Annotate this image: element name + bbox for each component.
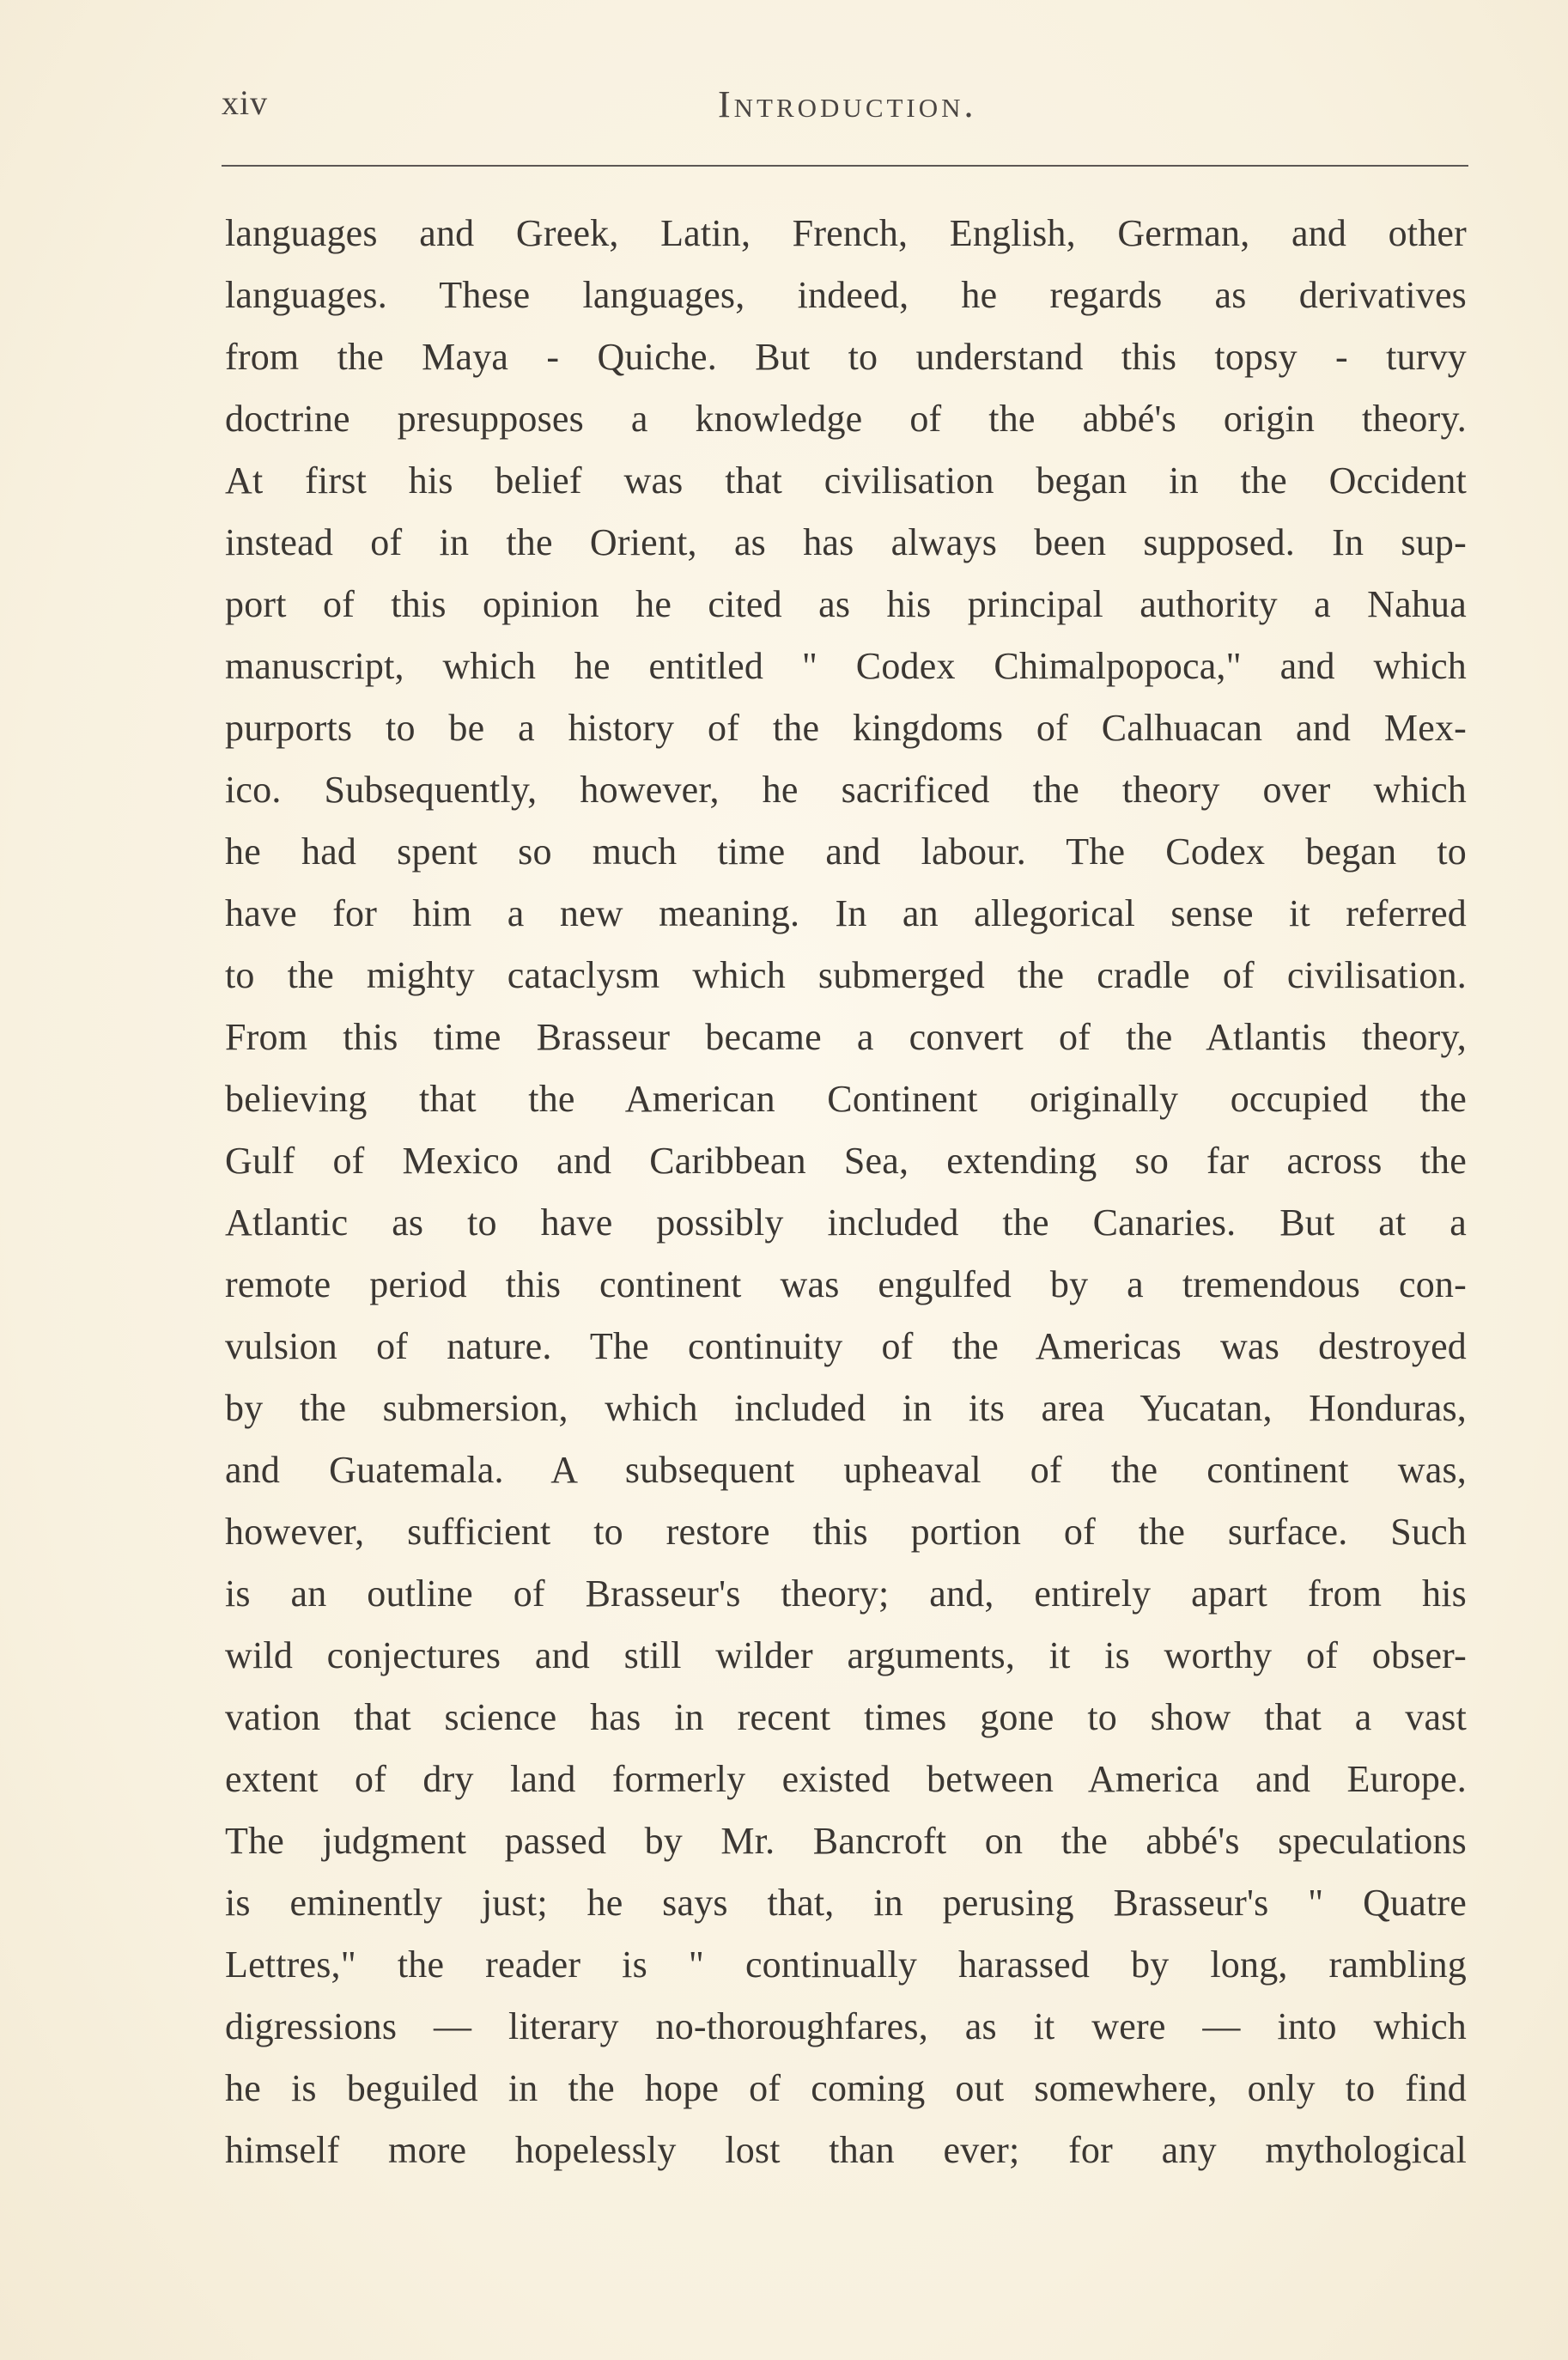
text-line: Gulf of Mexico and Caribbean Sea, extending so far across the bbox=[225, 1140, 1467, 1182]
text-line: purports to be a history of the kingdoms of Calhuacan and Mex- bbox=[225, 707, 1467, 749]
text-line: languages. These languages, indeed, he regards as derivatives bbox=[225, 274, 1467, 316]
text-line: however, sufficient to restore this portion of the surface. Such bbox=[225, 1511, 1467, 1553]
text-line: Atlantic as to have possibly included the Canaries. But at a bbox=[225, 1201, 1467, 1244]
text-line: is eminently just; he says that, in perusing Brasseur's " Quatre bbox=[225, 1882, 1467, 1924]
text-line: doctrine presupposes a knowledge of the abbé's origin theory. bbox=[225, 398, 1467, 440]
text-line: digressions — literary no-thoroughfares, as it were — into which bbox=[225, 2005, 1467, 2047]
text-line: vulsion of nature. The continuity of the Americas was destroyed bbox=[225, 1325, 1467, 1367]
text-line: remote period this continent was engulfed by a tremendous con- bbox=[225, 1263, 1467, 1305]
text-line: himself more hopelessly lost than ever; for any mythological bbox=[225, 2129, 1467, 2171]
text-line: wild conjectures and still wilder arguments, it is worthy of obser- bbox=[225, 1634, 1467, 1676]
text-line: manuscript, which he entitled " Codex Chimalpopoca," and which bbox=[225, 645, 1467, 687]
text-line: The judgment passed by Mr. Bancroft on the abbé's speculations bbox=[225, 1820, 1467, 1862]
running-title: Introduction. bbox=[718, 83, 977, 125]
text-line: is an outline of Brasseur's theory; and, entirely apart from his bbox=[225, 1572, 1467, 1615]
page-number: xiv bbox=[222, 83, 269, 122]
text-line: believing that the American Continent originally occupied the bbox=[225, 1078, 1467, 1120]
text-line: to the mighty cataclysm which submerged the cradle of civilisation. bbox=[225, 954, 1467, 996]
text-line: From this time Brasseur became a convert of the Atlantis theory, bbox=[225, 1016, 1467, 1058]
text-line: languages and Greek, Latin, French, English, German, and other bbox=[225, 212, 1467, 254]
text-line: instead of in the Orient, as has always been supposed. In sup- bbox=[225, 521, 1467, 563]
text-line: have for him a new meaning. In an allegorical sense it referred bbox=[225, 892, 1467, 934]
text-line: he is beguiled in the hope of coming out somewhere, only to find bbox=[225, 2067, 1467, 2109]
text-line: Lettres," the reader is " continually harassed by long, rambling bbox=[225, 1943, 1467, 1986]
body-text bbox=[225, 203, 1467, 2181]
text-line: ico. Subsequently, however, he sacrificed the theory over which bbox=[225, 769, 1467, 811]
text-line: port of this opinion he cited as his principal authority a Nahua bbox=[225, 583, 1467, 625]
text-line: by the submersion, which included in its area Yucatan, Honduras, bbox=[225, 1387, 1467, 1429]
text-line: At first his belief was that civilisation began in the Occident bbox=[225, 459, 1467, 502]
text-line: he had spent so much time and labour. The Codex began to bbox=[225, 830, 1467, 873]
text-line: and Guatemala. A subsequent upheaval of the continent was, bbox=[225, 1449, 1467, 1491]
header-rule bbox=[222, 165, 1468, 167]
text-line: extent of dry land formerly existed between America and Europe. bbox=[225, 1758, 1467, 1800]
text-line: vation that science has in recent times gone to show that a vast bbox=[225, 1696, 1467, 1738]
text-line: from the Maya - Quiche. But to understand this topsy - turvy bbox=[225, 336, 1467, 378]
running-head bbox=[222, 82, 1468, 134]
